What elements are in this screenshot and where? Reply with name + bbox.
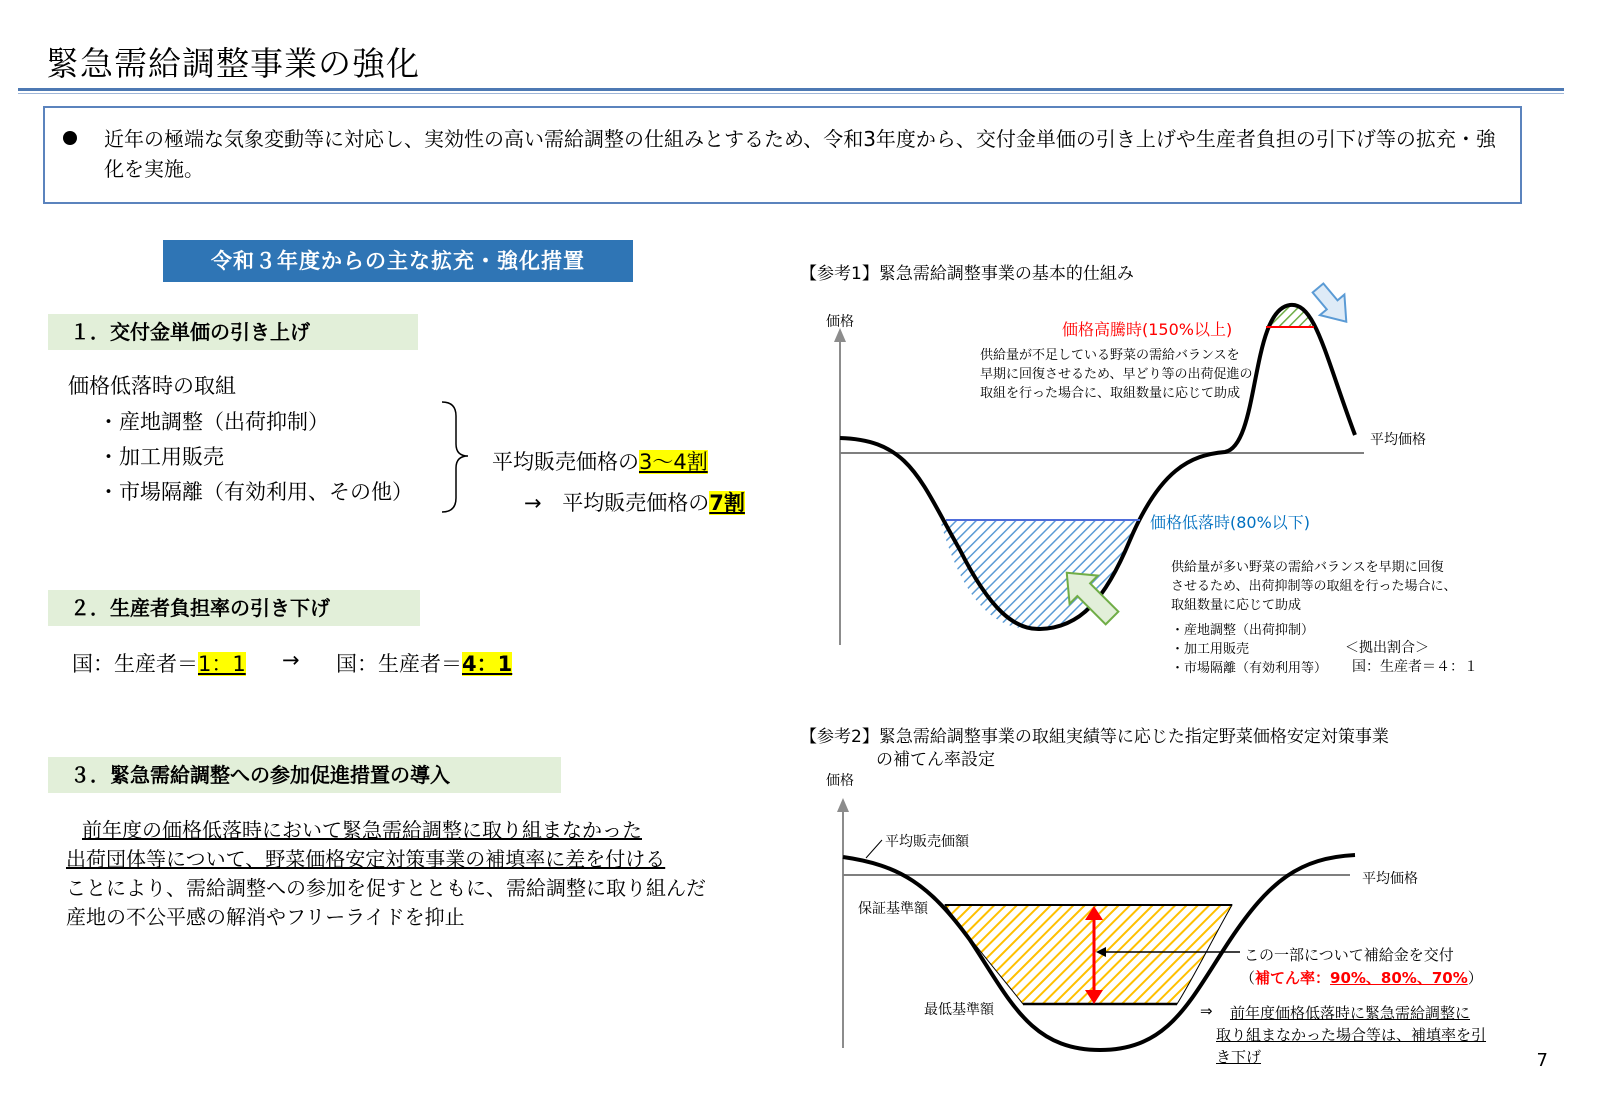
section1-item: ・産地調整（出荷抑制）: [98, 410, 329, 434]
after-price-line: [524, 487, 745, 517]
ratio-after-value: 4：1: [462, 652, 513, 676]
ratio-after: [336, 648, 512, 678]
high-price-label: 価格高騰時(150%以上): [1062, 320, 1233, 339]
note-text: [1216, 1002, 1486, 1068]
ratio-label: 国：生産者＝: [336, 652, 462, 676]
low-price-label: 価格低落時(80%以下): [1150, 513, 1311, 532]
note-line: き下げ: [1216, 1048, 1262, 1066]
desc-line: 供給量が不足している野菜の需給バランスを: [980, 348, 1240, 363]
before-price-value: 3～4割: [639, 450, 708, 474]
desc-line: 取組を行った場合に、取組数量に応じて助成: [980, 386, 1241, 401]
title-divider-thin: [18, 93, 1564, 94]
measures-list: [1171, 621, 1327, 678]
ratio-before-value: 1：1: [198, 652, 246, 676]
title-divider: [18, 88, 1564, 91]
page-number: 7: [1536, 1050, 1548, 1071]
ratio-value: 国：生産者＝４：１: [1352, 659, 1478, 675]
before-price-prefix: 平均販売価格の: [492, 450, 639, 474]
section1-heading: １．交付金単価の引き上げ: [48, 314, 418, 350]
page-title: 緊急需給調整事業の強化: [46, 44, 420, 83]
section1-item: ・市場隔離（有効利用、その他）: [98, 480, 413, 504]
rate-close: ）: [1467, 969, 1483, 987]
ref1-title: 【参考1】緊急需給調整事業の基本的仕組み: [800, 264, 1134, 284]
section3-heading: ３．緊急需給調整への参加促進措置の導入: [48, 757, 561, 793]
ref2-y-axis-label: 価格: [826, 773, 854, 789]
section1-item: ・加工用販売: [98, 445, 224, 469]
bullet-icon: [63, 131, 77, 145]
para-line: ことにより、需給調整への参加を促すとともに、需給調整に取り組んだ: [66, 876, 706, 900]
measure-item: ・市場隔離（有効利用等）: [1171, 661, 1328, 676]
guarantee-label: 保証基準額: [858, 901, 928, 917]
arrow-icon: →: [524, 491, 542, 515]
note-line: 取り組まなかった場合等は、補填率を引: [1216, 1026, 1487, 1044]
minimum-label: 最低基準額: [924, 1002, 994, 1018]
desc-line: 供給量が多い野菜の需給バランスを早期に回復: [1171, 560, 1444, 575]
para-line: 出荷団体等について、野菜価格安定対策事業の補填率に差を付ける: [66, 847, 666, 871]
section2-heading: ２．生産者負担率の引き下げ: [48, 590, 420, 626]
ratio-label: 国：生産者＝: [72, 652, 198, 676]
measure-item: ・産地調整（出荷抑制）: [1171, 623, 1315, 638]
ref2-title-line1: 【参考2】緊急需給調整事業の取組実績等に応じた指定野菜価格安定対策事業: [800, 727, 1389, 747]
ref2-average-label: 平均価格: [1362, 871, 1418, 887]
rate-open: （: [1240, 969, 1256, 987]
para-line: 前年度の価格低落時において緊急需給調整に取り組まなかった: [82, 818, 642, 842]
brace-icon: [436, 398, 476, 516]
rate-values: 90%、80%、70%: [1330, 969, 1468, 987]
rate-label: 補てん率：: [1255, 969, 1331, 987]
note-line: 前年度価格低落時に緊急需給調整に: [1230, 1004, 1471, 1022]
measure-item: ・加工用販売: [1171, 642, 1250, 657]
section3-paragraph: [66, 816, 746, 932]
note-arrow: ⇒: [1200, 1002, 1213, 1020]
y-axis-arrow: [837, 798, 849, 812]
avg-sales-label: 平均販売価額: [885, 834, 969, 850]
measures-heading: 令和３年度からの主な拡充・強化措置: [163, 240, 633, 282]
after-price-prefix: 平均販売価格の: [562, 491, 710, 515]
summary-text: 近年の極端な気象変動等に対応し、実効性の高い需給調整の仕組みとするため、令和3年度から、交付金単価の引き上げや生産者負担の引下げ等の拡充・強化を実施。: [104, 127, 1496, 181]
ref2-title-line2: の補てん率設定: [876, 750, 995, 770]
avg-sales-leader: [866, 840, 882, 858]
ref1-average-label: 平均価格: [1370, 432, 1426, 448]
section1-subheading: 価格低落時の取組: [68, 374, 236, 398]
para-line: 産地の不公平感の解消やフリーライドを抑止: [66, 905, 465, 929]
rate-line: [1240, 967, 1483, 988]
ref1-y-axis-label: 価格: [826, 314, 854, 330]
desc-line: 取組数量に応じて助成: [1171, 598, 1302, 613]
high-price-description: [980, 346, 1252, 403]
ratio-before: [72, 648, 246, 678]
desc-line: 早期に回復させるため、早どり等の出荷促進の: [980, 367, 1253, 382]
low-price-description: [1171, 558, 1456, 615]
before-price-line: [492, 446, 708, 476]
after-price-value: 7割: [709, 491, 745, 515]
arrow-icon: →: [282, 648, 300, 672]
ratio-title: ＜拠出割合＞: [1345, 640, 1429, 656]
desc-line: させるため、出荷抑制等の取組を行った場合に、: [1171, 579, 1457, 594]
subsidy-text: この一部について補給金を交付: [1244, 946, 1454, 964]
